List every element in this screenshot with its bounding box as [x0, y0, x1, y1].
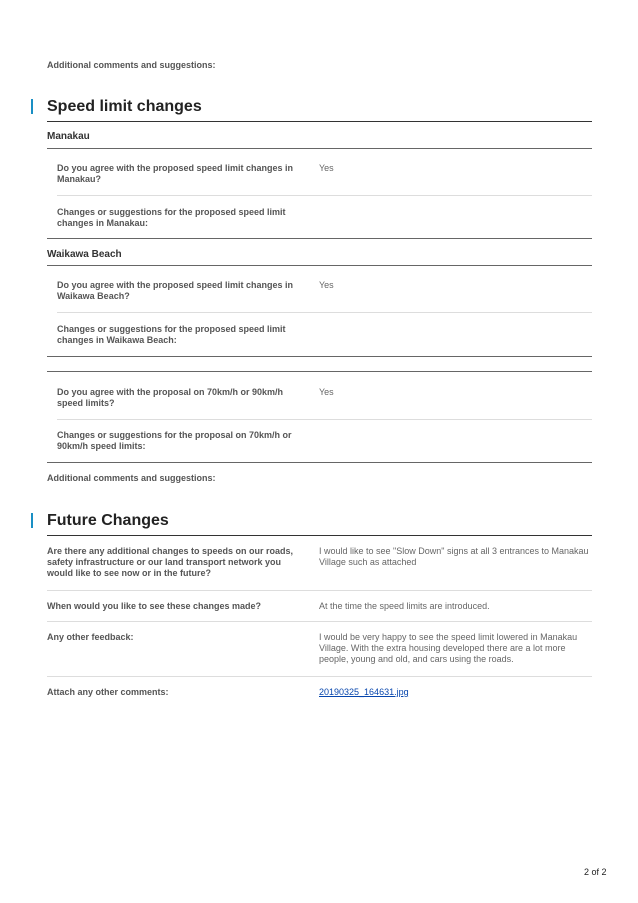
section-accent-bar: [31, 99, 33, 114]
speed-limit-section-header: [47, 97, 592, 116]
section-rule: [47, 535, 592, 536]
question-rural-agree: Do you agree with the proposal on 70km/h or 90km/h speed limits?: [57, 387, 284, 408]
attachment-link-wrap: [319, 687, 594, 698]
divider: [47, 621, 592, 622]
divider: [47, 148, 592, 149]
answer-rural-agree: Yes: [319, 387, 334, 397]
section-rule: [47, 121, 592, 122]
answer-manakau-agree: Yes: [319, 163, 334, 173]
answer-waikawa-agree: Yes: [319, 280, 334, 290]
question-other-feedback: Any other feedback:: [47, 632, 134, 642]
group-title-waikawa: Waikawa Beach: [47, 249, 122, 260]
answer-additional-changes: I would like to see "Slow Down" signs at all 3 entrances to Manakau Village such as attached: [319, 546, 589, 567]
divider: [47, 265, 592, 266]
question-manakau-agree: Do you agree with the proposed speed limit changes in Manakau?: [57, 163, 294, 184]
additional-comments-label: Additional comments and suggestions:: [47, 60, 216, 70]
section-title: Speed limit changes: [47, 98, 202, 115]
divider: [57, 312, 592, 313]
additional-comments-label: Additional comments and suggestions:: [47, 473, 216, 483]
section-title: Future Changes: [47, 512, 169, 529]
future-changes-section-header: [47, 511, 592, 530]
question-rural-changes: Changes or suggestions for the proposal on 70km/h or 90km/h speed limits:: [57, 430, 292, 451]
question-when-changes: When would you like to see these changes made?: [47, 601, 262, 611]
divider: [47, 238, 592, 239]
section-accent-bar: [31, 513, 33, 528]
group-title-manakau: Manakau: [47, 131, 90, 142]
divider: [47, 462, 592, 463]
question-waikawa-changes: Changes or suggestions for the proposed speed limit changes in Waikawa Beach:: [57, 324, 286, 345]
divider: [47, 356, 592, 357]
question-additional-changes: Are there any additional changes to speeds on our roads, safety infrastructure or our land transport network you would like to see now or in the future?: [47, 546, 294, 578]
answer-other-feedback: I would be very happy to see the speed limit lowered in Manakau Village. With the extra housing developed there are a lot more people, young and old, and cars using the roads.: [319, 632, 578, 664]
divider: [47, 371, 592, 372]
attachment-link[interactable]: 20190325_164631.jpg: [319, 687, 409, 697]
answer-when-changes: At the time the speed limits are introduced.: [319, 601, 490, 611]
divider: [47, 676, 592, 677]
page-number: 2 of 2: [584, 867, 607, 877]
divider: [57, 195, 592, 196]
divider: [47, 590, 592, 591]
question-manakau-changes: Changes or suggestions for the proposed speed limit changes in Manakau:: [57, 207, 286, 228]
divider: [57, 419, 592, 420]
question-waikawa-agree: Do you agree with the proposed speed limit changes in Waikawa Beach?: [57, 280, 294, 301]
question-attach-comments: Attach any other comments:: [47, 687, 169, 697]
